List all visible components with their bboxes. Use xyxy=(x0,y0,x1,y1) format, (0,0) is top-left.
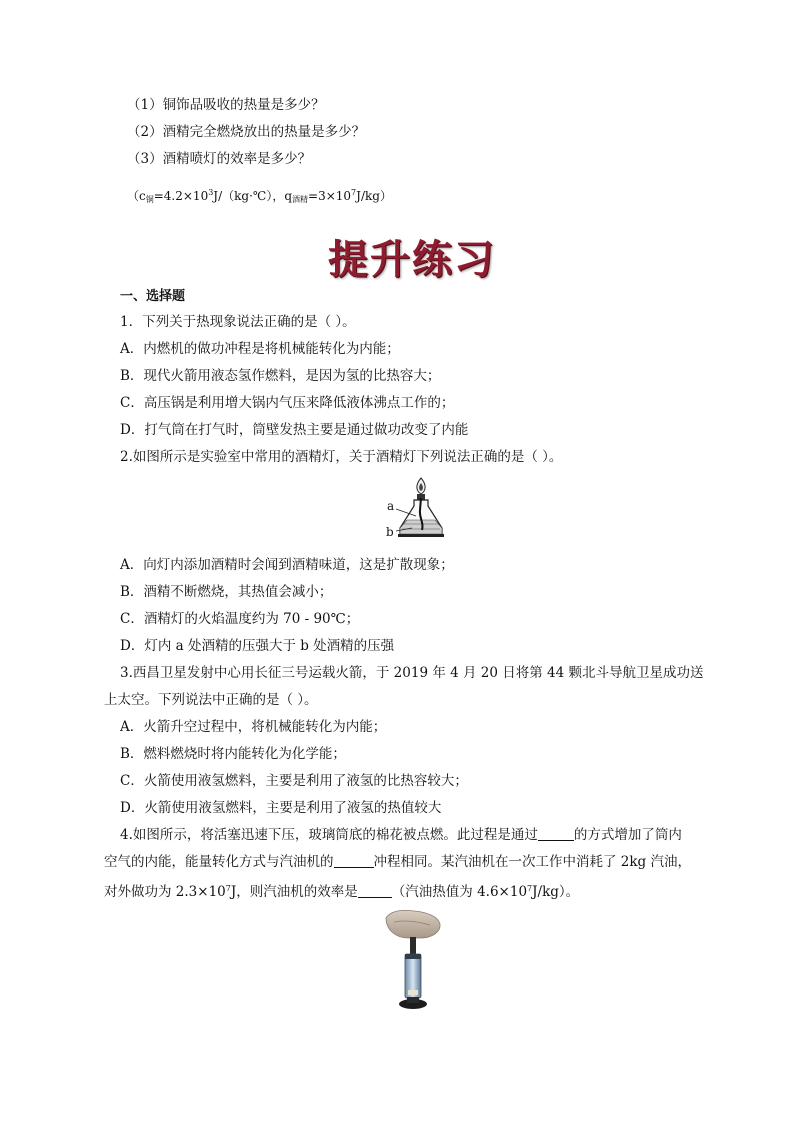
q1-stem: 1．下列关于热现象说法正确的是（ ）。 xyxy=(120,314,356,330)
fire-syringe-figure xyxy=(384,908,444,1016)
q3-stem-line2: 上太空。下列说法中正确的是（ ）。 xyxy=(104,692,318,708)
q3-stem-line1: 3.西昌卫星发射中心用长征三号运载火箭，于 2019 年 4 月 20 日将第 44 颗北斗导航卫星成功送 xyxy=(120,665,704,681)
q3-option-c: C．火箭使用液氢燃料，主要是利用了液氢的比热容较大； xyxy=(120,773,468,789)
q2-option-c: C．酒精灯的火焰温度约为 70 - 90℃； xyxy=(120,611,360,627)
alcohol-lamp-figure xyxy=(382,476,452,546)
q2-option-b: B．酒精不断燃烧，其热值会减小； xyxy=(120,584,333,600)
lamp-base xyxy=(398,534,444,537)
q4-line3: 对外做功为 $2.3\times 10^7J$，则汽油机的效率是 （汽油热值为 $4.6\times 10^7J/kg$）。 xyxy=(104,884,580,900)
q3-option-a: A．火箭升空过程中，将机械能转化为内能； xyxy=(120,719,387,735)
q4-blank-3 xyxy=(358,884,392,898)
q2-stem: 2.如图所示是实验室中常用的酒精灯，关于酒精灯下列说法正确的是（ ）。 xyxy=(120,449,563,465)
label-b: b xyxy=(386,525,394,539)
intro-question-1: （1）铜饰品吸收的热量是多少？ xyxy=(127,97,325,113)
q4-blank-1 xyxy=(538,827,574,841)
q3-option-d: D．火箭使用液氢燃料，主要是利用了液氢的热值较大 xyxy=(120,800,442,816)
q2-option-a: A．向灯内添加酒精时会闻到酒精味道，这是扩散现象； xyxy=(120,557,454,573)
piston-top xyxy=(405,954,421,959)
constants-line: （$c_铜=4.2\times 10^3J/(kg\cdot℃)$，$q_{酒精}=3\times 10^7J/kg$） xyxy=(127,188,392,204)
hand-shape xyxy=(386,910,440,938)
q1-option-c: C．高压锅是利用增大锅内气压来降低液体沸点工作的； xyxy=(120,395,455,411)
q1-option-b: B．现代火箭用液态氢作燃料，是因为氢的比热容大； xyxy=(120,368,441,384)
label-a: a xyxy=(387,499,395,513)
intro-question-2: （2）酒精完全燃烧放出的热量是多少？ xyxy=(127,124,366,140)
q4-blank-2 xyxy=(334,854,374,868)
q4-line1: 4.如图所示，将活塞迅速下压，玻璃筒底的棉花被点燃。此过程是通过 的方式增加了筒内 xyxy=(120,827,682,843)
intro-question-3: （3）酒精喷灯的效率是多少？ xyxy=(127,151,312,167)
q3-option-b: B．燃料燃烧时将内能转化为化学能； xyxy=(120,746,346,762)
q2-option-d: D．灯内 a 处酒精的压强大于 b 处酒精的压强 xyxy=(120,638,395,654)
cotton xyxy=(408,990,418,995)
q1-option-a: A．内燃机的做功冲程是将机械能转化为内能； xyxy=(120,341,400,357)
q1-option-d: D．打气筒在打气时，筒壁发热主要是通过做功改变了内能 xyxy=(120,422,469,438)
section-title: 一、选择题 xyxy=(120,289,186,304)
q4-line2: 空气的内能，能量转化方式与汽油机的 冲程相同。某汽油机在一次工作中消耗了 2kg 汽油， xyxy=(104,854,691,870)
page-heading: 提升练习 xyxy=(328,237,496,283)
